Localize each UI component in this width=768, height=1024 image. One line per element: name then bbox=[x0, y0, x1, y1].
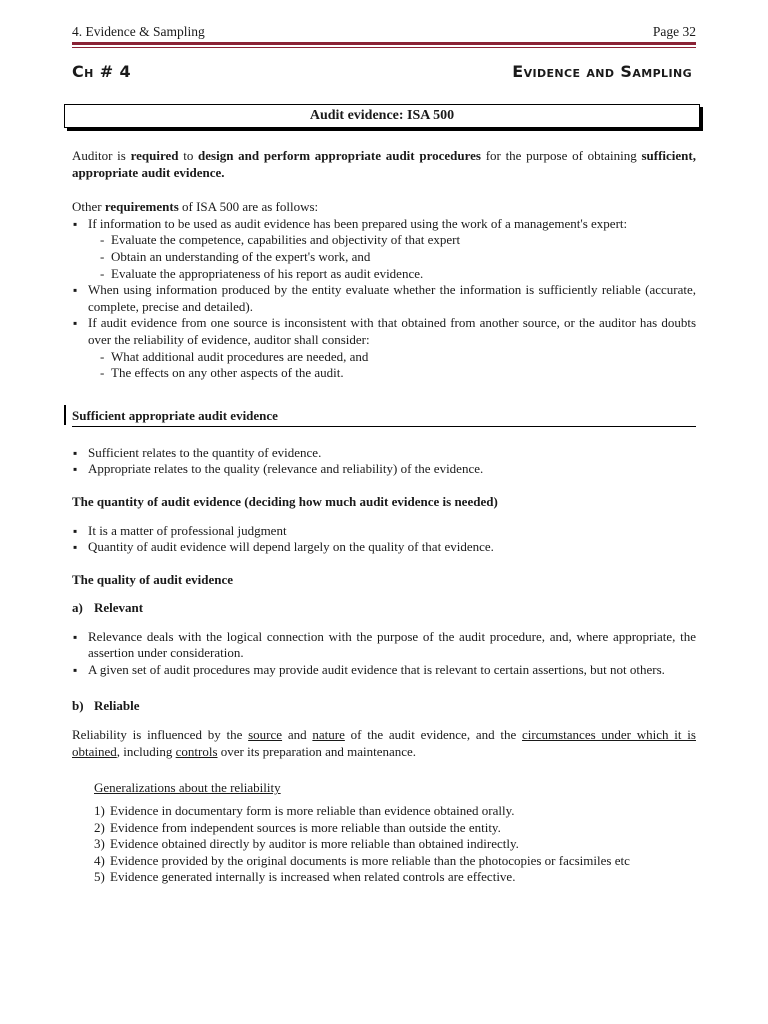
list-item: - The effects on any other aspects of the audit. bbox=[72, 365, 696, 382]
generalizations-title: Generalizations about the reliability bbox=[94, 780, 281, 796]
header-rule-thin bbox=[72, 47, 696, 48]
running-header bbox=[72, 24, 696, 42]
list-item: - What additional audit procedures are needed, and bbox=[72, 349, 696, 366]
list-item: ▪ Appropriate relates to the quality (relevance and reliability) of the evidence. bbox=[72, 461, 696, 478]
chapter-title: Evidence and Sampling bbox=[512, 62, 692, 81]
list-item: 5) Evidence generated internally is increased when related controls are effective. bbox=[94, 869, 516, 885]
reliability-paragraph: Reliability is influenced by the source and nature of the audit evidence, and the circumstances under which it is obtained, including controls over its preparation and maintenance. bbox=[72, 727, 696, 759]
section-heading: Sufficient appropriate audit evidence bbox=[72, 408, 696, 427]
chapter-heading bbox=[72, 64, 692, 86]
list-item: ▪ Sufficient relates to the quantity of evidence. bbox=[72, 445, 696, 462]
quality-heading: The quality of audit evidence bbox=[72, 571, 234, 587]
list-item: ▪ Relevance deals with the logical connection with the purpose of the audit procedure, and, where appropriate, the assertion under consideration. bbox=[72, 629, 696, 662]
list-item: ▪ If audit evidence from one source is inconsistent with that obtained from another source, or the auditor has doubts over the reliability of evidence, auditor shall consider: bbox=[72, 315, 696, 348]
other-requirements-lead: Other requirements of ISA 500 are as follows: bbox=[72, 199, 319, 215]
list-item: 2) Evidence from independent sources is more reliable than outside the entity. bbox=[94, 819, 501, 835]
chapter-number: Ch # 4 bbox=[72, 62, 132, 81]
header-rule-thick bbox=[72, 42, 696, 45]
list-item: ▪ It is a matter of professional judgment bbox=[72, 523, 696, 540]
list-item: - Obtain an understanding of the expert's work, and bbox=[72, 249, 696, 266]
quantity-heading: The quantity of audit evidence (deciding how much audit evidence is needed) bbox=[72, 493, 498, 509]
list-item: ▪ When using information produced by the entity evaluate whether the information is sufficiently reliable (accurate, complete, precise and detailed). bbox=[72, 282, 696, 315]
body-content bbox=[72, 148, 696, 886]
topic-title-box: Audit evidence: ISA 500 bbox=[64, 104, 700, 128]
list-item: 4) Evidence provided by the original documents is more reliable than the photocopies or facsimiles etc bbox=[94, 852, 630, 868]
list-item: ▪ Quantity of audit evidence will depend largely on the quality of that evidence. bbox=[72, 539, 696, 556]
list-item: - Evaluate the appropriateness of his report as audit evidence. bbox=[72, 266, 696, 283]
list-item: ▪ If information to be used as audit evidence has been prepared using the work of a management's expert: bbox=[72, 216, 696, 233]
list-item: ▪ A given set of audit procedures may provide audit evidence that is relevant to certain assertions, but not others. bbox=[72, 662, 696, 679]
list-item: 3) Evidence obtained directly by auditor is more reliable than obtained indirectly. bbox=[94, 836, 519, 852]
header-chapter: 4. Evidence & Sampling bbox=[72, 24, 205, 39]
generalizations-list bbox=[72, 803, 696, 886]
list-item: 1) Evidence in documentary form is more reliable than evidence obtained orally. bbox=[94, 803, 515, 819]
reliable-heading: b) Reliable bbox=[72, 697, 140, 713]
relevant-heading: a) Relevant bbox=[72, 600, 144, 616]
intro-paragraph: Auditor is required to design and perform appropriate audit procedures for the purpose of obtaining sufficient, appropriate audit evidence. bbox=[72, 148, 696, 180]
list-item: - Evaluate the competence, capabilities and objectivity of that expert bbox=[72, 232, 696, 249]
page-number: Page 32 bbox=[652, 24, 696, 39]
